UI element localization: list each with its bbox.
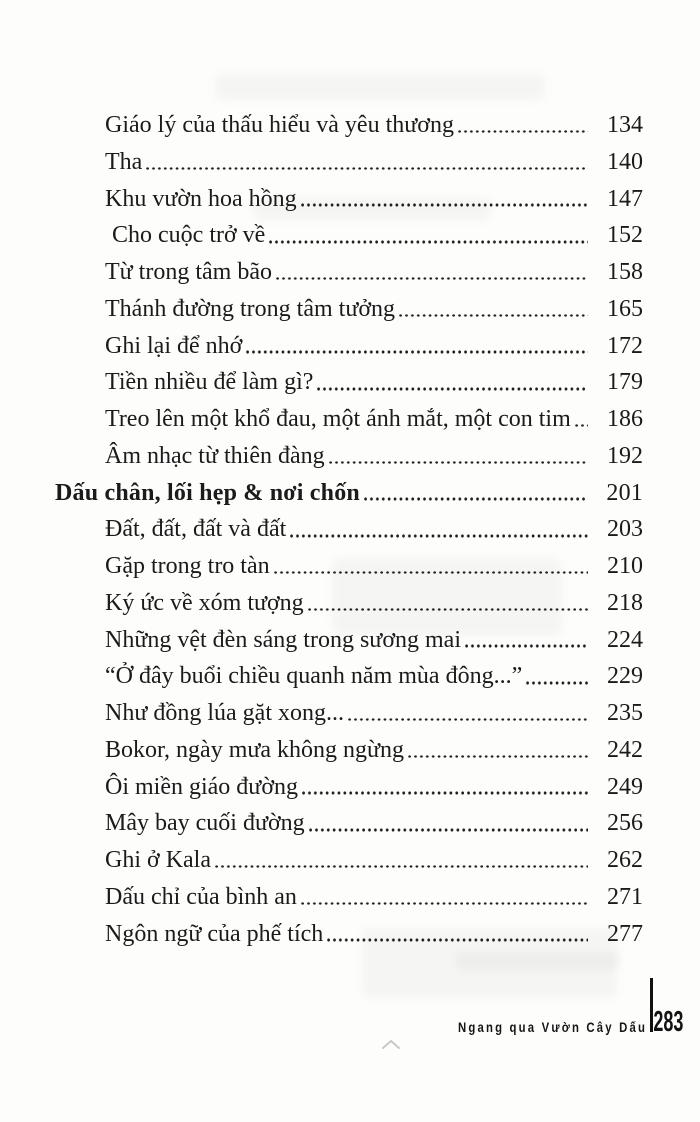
toc-entry-row [55,622,643,659]
toc-list [55,107,643,952]
toc-entry-row [55,217,643,254]
toc-entry-row [55,328,643,365]
toc-entry-page: 210 [607,553,643,579]
dot-leader [290,534,588,538]
toc-entry-page: 218 [607,589,643,616]
toc-entry-title: Gặp trong tro tàn [105,553,270,579]
dot-leader [301,203,588,207]
dot-leader [465,644,588,648]
dot-leader [276,277,588,281]
dot-leader [348,718,588,722]
toc-entry-title: Tha [105,148,143,175]
toc-entry-row [55,805,643,842]
dot-leader [327,938,588,942]
toc-section-row [55,475,643,512]
toc-entry-page: 203 [607,516,643,543]
caret-mark [382,1040,400,1049]
toc-entry-title: Cho cuộc trở về [112,222,266,249]
dot-leader [246,350,588,354]
dot-leader [215,865,588,869]
toc-entry-row [55,364,643,401]
dot-leader [458,130,588,134]
toc-entry-title: Dấu chỉ của bình an [105,883,297,910]
toc-entry-row [55,658,643,695]
toc-entry-title: Treo lên một khổ đau, một ánh mắt, một con tim [105,406,571,432]
toc-entry-row [55,842,643,879]
toc-entry-page: 158 [607,259,643,285]
toc-entry-title: Khu vườn hoa hồng [105,185,297,212]
toc-entry-title: Đất, đất, đất và đất [105,516,287,543]
toc-entry-page: 134 [607,112,643,138]
toc-entry-row [55,438,643,475]
toc-entry-title: Mây bay cuối đường [105,810,305,837]
running-book-title: Ngang qua Vườn Cây Dấu [457,1019,647,1035]
toc-entry-row [55,916,643,953]
bleed-through-mark [215,74,545,100]
dot-leader [301,902,588,906]
toc-entry-row [55,769,643,806]
dot-leader [309,828,588,832]
toc-entry-row [55,879,643,916]
toc-entry-row [55,732,643,769]
toc-entry-title: Giáo lý của thấu hiểu và yêu thương [105,112,454,138]
toc-entry-row [55,548,643,585]
toc-entry-title: Bokor, ngày mưa không ngừng [105,736,405,763]
toc-entry-page: 229 [607,663,643,690]
toc-entry-row [55,585,643,622]
dot-leader [399,314,588,318]
page-number: 283 [652,1006,683,1038]
toc-entry-page: 277 [607,920,643,947]
dot-leader [308,608,588,612]
toc-entry-title: Tiền nhiều để làm gì? [105,369,314,396]
toc-entry-row [55,107,643,144]
toc-entry-page: 235 [607,700,643,726]
toc-entry-page: 186 [607,406,643,432]
toc-entry-row [55,511,643,548]
toc-entry-page: 172 [607,332,643,359]
toc-entry-row [55,291,643,328]
toc-entry-page: 224 [607,626,643,653]
dot-leader [575,424,588,428]
dot-leader [146,167,588,171]
toc-entry-title: “Ở đây buổi chiều quanh năm mùa đông...” [105,663,523,690]
toc-entry-page: 140 [607,148,643,175]
toc-entry-title: Ký ức về xóm tượng [105,589,304,616]
toc-entry-page: 152 [607,222,643,249]
toc-entry-title: Âm nhạc từ thiên đàng [105,442,325,469]
toc-entry-title: Ghi ở Kala [105,847,211,873]
toc-entry-row [55,181,643,218]
toc-entry-title: Ngôn ngữ của phế tích [105,920,324,947]
dot-leader [274,571,588,575]
toc-entry-row [55,144,643,181]
dot-leader [317,387,588,391]
toc-entry-title: Như đồng lúa gặt xong... [105,700,344,726]
toc-entry-page: 262 [607,847,643,873]
bleed-through-mark [455,952,620,970]
toc-entry-title: Thánh đường trong tâm tưởng [105,295,396,322]
toc-entry-title: Những vệt đèn sáng trong sương mai [105,626,461,653]
toc-entry-row [55,254,643,291]
toc-entry-page: 242 [607,736,643,763]
toc-entry-page: 271 [607,883,643,910]
dot-leader [269,240,588,244]
dot-leader [526,681,588,685]
toc-entry-page: 147 [607,185,643,212]
toc-entry-page: 179 [607,369,643,396]
toc-entry-title: Ôi miền giáo đường [105,773,299,800]
toc-entry-page: 165 [607,295,643,322]
toc-entry-page: 249 [607,773,643,800]
dot-leader [302,791,588,795]
dot-leader [408,755,588,759]
page-footer [0,978,700,1038]
toc-entry-title: Dấu chân, lối hẹp & nơi chốn [55,479,360,506]
toc-entry-title: Ghi lại để nhớ [105,332,243,359]
toc-entry-row [55,695,643,732]
toc-entry-page: 201 [606,479,643,506]
toc-entry-page: 192 [607,442,643,469]
dot-leader [364,497,588,501]
dot-leader [329,461,588,465]
toc-entry-title: Từ trong tâm bão [105,259,272,285]
toc-entry-row [55,401,643,438]
toc-entry-page: 256 [607,810,643,837]
